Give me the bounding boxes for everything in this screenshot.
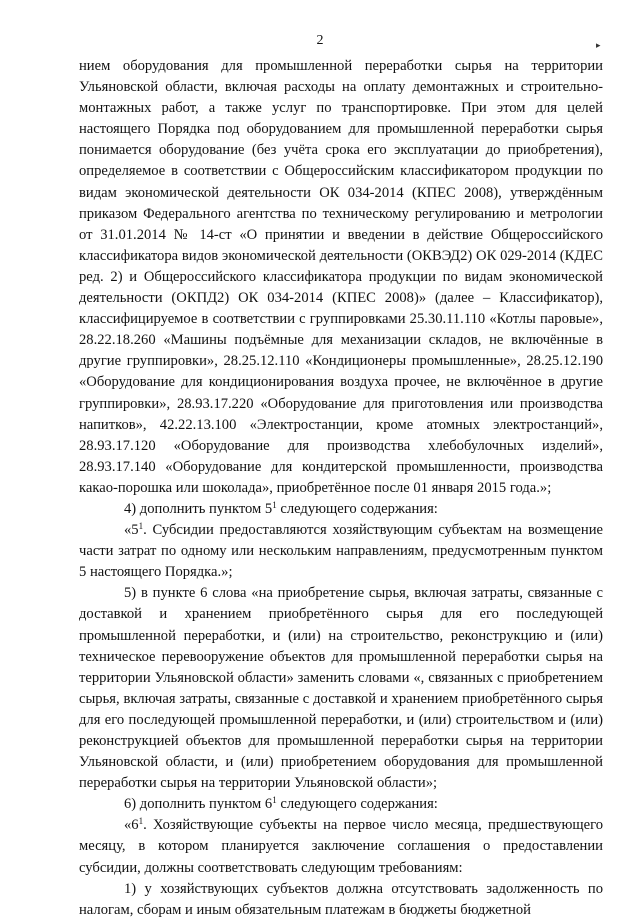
superscript: 1 bbox=[138, 521, 144, 532]
paragraph-item-5: 5) в пункте 6 слова «на приобретение сырья, включая затраты, связанные с доставкой и хранением приобретённого сырья для его последующей промышленной переработки, и (или) на строительство, реконструкцию и (или) техническое перевооружение объектов для промышленной переработки сырья на территории Ульяновской области» заменить словами «, связанных с приобретением сырья, включая затраты, связанные с доставкой и хранением приобретённого сырья для его последующей промышленной переработки, и (или) строительством и (или) реконструкцией объектов для промышленной переработки сырья на территории Ульяновской области, и (или) приобретением оборудования для промышленной переработки сырья на территории Ульяновской области»; bbox=[79, 585, 603, 792]
page-number: 2 bbox=[316, 33, 324, 48]
paragraph-text: 6) дополнить пунктом 6 bbox=[124, 796, 273, 813]
paragraph-text: следующего содержания: bbox=[276, 796, 438, 813]
superscript: 1 bbox=[138, 816, 144, 827]
paragraph-text: 4) дополнить пунктом 5 bbox=[124, 500, 273, 517]
superscript: 1 bbox=[272, 499, 277, 510]
paragraph-continuation: нием оборудования для промышленной переработки сырья на территории Ульяновской области, включая расходы на оплату демонтажных и строительно-монтажных работ, а также услуг по транспортировке. При этом для целей настоящего Порядка под оборудованием для промышленной переработки сырья понимается оборудование (без учёта срока его эксплуатации до приобретения), определяемое в соответствии с Общероссийским классификатором продукции по видам экономической деятельности ОК 034-2014 (КПЕС 2008), утверждённым приказом Федерального агентства по техническому регулированию и метрологии от 31.01.2014 № 14-ст «О принятии и введении в действие Общероссийского классификатора видов экономической деятельности (ОКВЭД2) ОК 029-2014 (КДЕС ред. 2) и Общероссийского классификатора продукции по видам экономической деятельности (ОКПД2) ОК 034-2014 (КПЕС 2008)» (далее – Классификатор), классифицируемое в соответствии с группировками 25.30.11.110 «Котлы паровые», 28.22.18.260 «Машины подъёмные для механизации складов, не включённые в другие группировки», 28.25.12.110 «Кондиционеры промышленные», 28.25.12.190 «Оборудование для кондиционирования воздуха прочее, не включённое в другие группировки», 28.93.17.220 «Оборудование для приготовления или производства напитков», 42.22.13.100 «Электростанции, кроме атомных электростанций», 28.93.17.120 «Оборудование для производства хлебобулочных изделий», 28.93.17.140 «Оборудование для кондитерской промышленности, производства какао-порошка или шоколада», приобретённое после 01 января 2015 года.»; bbox=[79, 58, 603, 496]
paragraph-text: следующего содержания: bbox=[276, 500, 438, 517]
paragraph-text: . Хозяйствующие субъекты на первое число месяца, предшествующего месяцу, в котором планируется заключение соглашения о предоставлении субсидии, должны соответствовать следующим требованиям: bbox=[79, 817, 603, 876]
paragraph-item-4 bbox=[79, 499, 603, 520]
corner-mark: ▸ bbox=[596, 40, 601, 50]
paragraph-text: «6 bbox=[124, 817, 139, 834]
superscript: 1 bbox=[272, 795, 277, 806]
paragraph-text: . Субсидии предоставляются хозяйствующим субъектам на возмещение части затрат по одному или нескольким направлениям, предусмотренным пунктом 5 настоящего Порядка.»; bbox=[79, 522, 603, 581]
paragraph-clause-5-1 bbox=[79, 520, 603, 583]
paragraph-text: «5 bbox=[124, 522, 139, 539]
paragraph-item-6 bbox=[79, 794, 603, 815]
document-body bbox=[79, 56, 603, 921]
paragraph-requirement-1: 1) у хозяйствующих субъектов должна отсутствовать задолженность по налогам, сборам и иным обязательным платежам в бюджеты бюджетной bbox=[79, 880, 603, 918]
paragraph-clause-6-1 bbox=[79, 815, 603, 878]
